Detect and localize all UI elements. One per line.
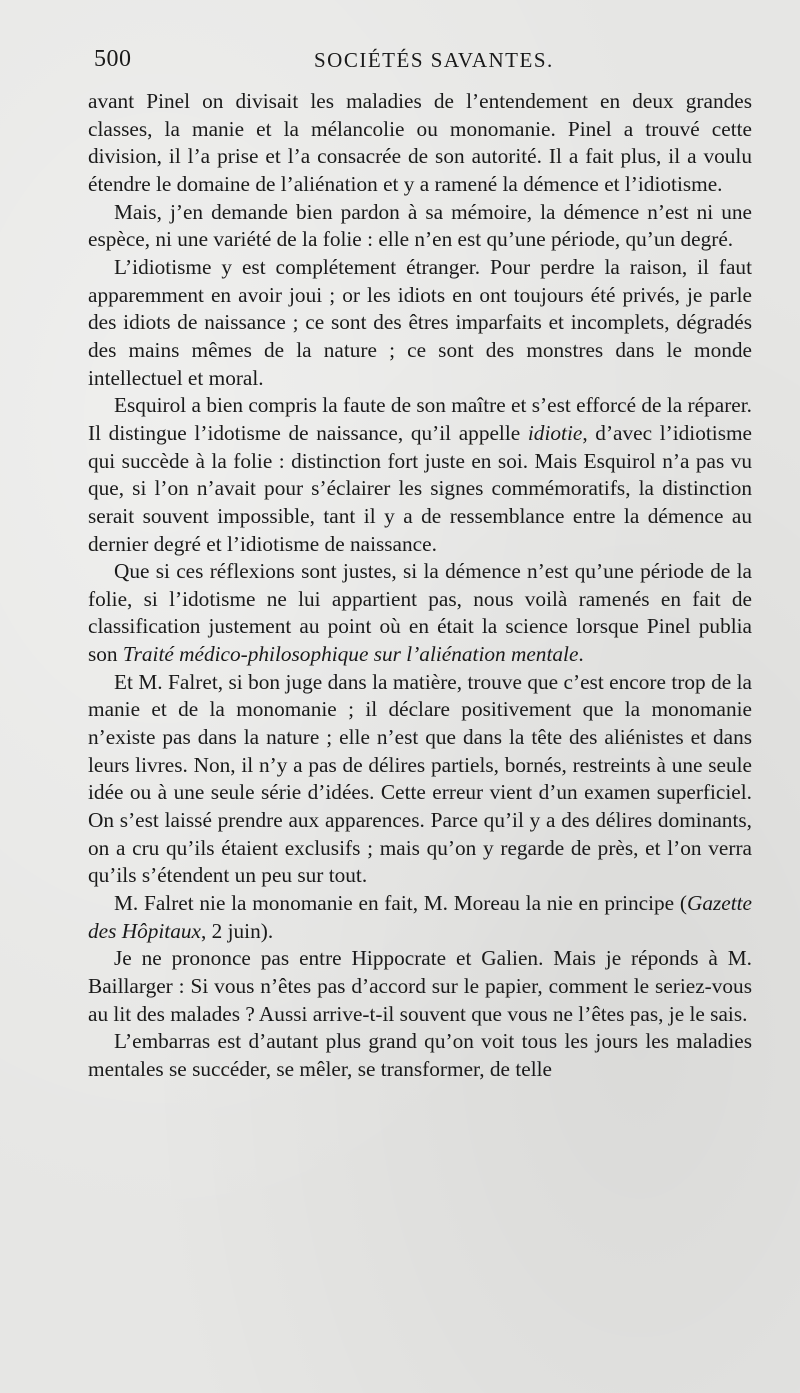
paragraph [88, 88, 752, 199]
paragraph [88, 254, 752, 392]
paragraph [88, 1028, 752, 1083]
italic-text: Traité médico-philosophique sur l’aliénation mentale [122, 642, 579, 667]
text-run: . [578, 642, 584, 667]
text-run: L’embarras est d’autant plus grand qu’on voit tous les jours les maladies mentales se succéder, se mêler, se transformer, de telle [88, 1029, 752, 1081]
text-run: Et M. Falret, si bon juge dans la matière, trouve que c’est encore trop de la manie et de la monomanie ; il déclare positivement que la monomanie n’existe pas dans la nature ; elle n’est que dans la tête des aliénistes et dans leurs livres. Non, il n’y a pas de délires partiels, bornés, restreints à une seule idée ou à une seule série d’idées. Cette erreur vient d’un examen superficiel. On s’est laissé prendre aux apparences. Parce qu’il y a des délires dominants, on a cru qu’ils étaient exclusifs ; mais qu’on y regarde de près, et l’on verra qu’ils s’étendent un peu sur tout. [88, 669, 752, 888]
text-run: , 2 juin). [200, 918, 274, 943]
text-run: Esquirol a bien compris la faute de son maître et s’est efforcé de la réparer. Il distingue l’idotisme de naissance, qu’il appelle [88, 393, 752, 445]
text-run: Mais, j’en demande bien pardon à sa mémoire, la démence n’est ni une espèce, ni une variété de la folie : elle n’en est qu’une période, qu’un degré. [88, 199, 752, 252]
paragraph [88, 669, 752, 890]
italic-text: Gazette des Hôpitaux [88, 891, 752, 943]
paragraph [88, 890, 752, 945]
paragraph [88, 392, 752, 558]
running-head [94, 46, 746, 80]
text-run: avant Pinel on divisait les maladies de l’entendement en deux grandes classes, la manie et la mélancolie ou monomanie. Pinel a trouvé cette division, il l’a prise et l’a consacrée de son autorité. Il a fait plus, il a voulu étendre le domaine de l’aliénation et y a ramené la démence et l’idiotisme. [88, 89, 752, 196]
text-run: Je ne prononce pas entre Hippocrate et Galien. Mais je réponds à M. Baillarger : Si vous n’êtes pas d’accord sur le papier, comment le seriez-vous au lit des malades ? Aussi arrive-t-il souvent que vous ne l’êtes pas, je le sais. [88, 946, 752, 1026]
text-run: M. Falret nie la monomanie en fait, M. Moreau la nie en principe ( [114, 891, 687, 916]
running-title: SOCIÉTÉS SAVANTES. [314, 48, 554, 72]
page-number: 500 [94, 46, 132, 72]
text-run: , d’avec l’idiotisme qui succède à la folie : distinction fort juste en soi. Mais Esquirol n’a pas vu que, si l’on n’avait pour s’éclairer les signes commémoratifs, la distinction serait souvent impossible, tant il y a de ressemblance entre la démence au dernier degré et l’idiotisme de naissance. [88, 420, 753, 556]
paragraph [88, 199, 752, 254]
paragraph [88, 558, 752, 669]
paragraph [88, 945, 752, 1028]
italic-text: idiotie [527, 420, 583, 445]
body-text [88, 88, 752, 1084]
text-run: L’idiotisme y est complétement étranger. Pour perdre la raison, il faut apparemment en avoir joui ; or les idiots en ont toujours été privés, je parle des idiots de naissance ; ce sont des êtres imparfaits et incomplets, dégradés des mains mêmes de la nature ; ce sont des monstres dans le monde intellectuel et moral. [88, 254, 752, 390]
text-run: Que si ces réflexions sont justes, si la démence n’est qu’une période de la folie, si l’idotisme ne lui appartient pas, nous voilà ramenés en fait de classification justement au point où en était la science lorsque Pinel publia son [88, 559, 752, 667]
